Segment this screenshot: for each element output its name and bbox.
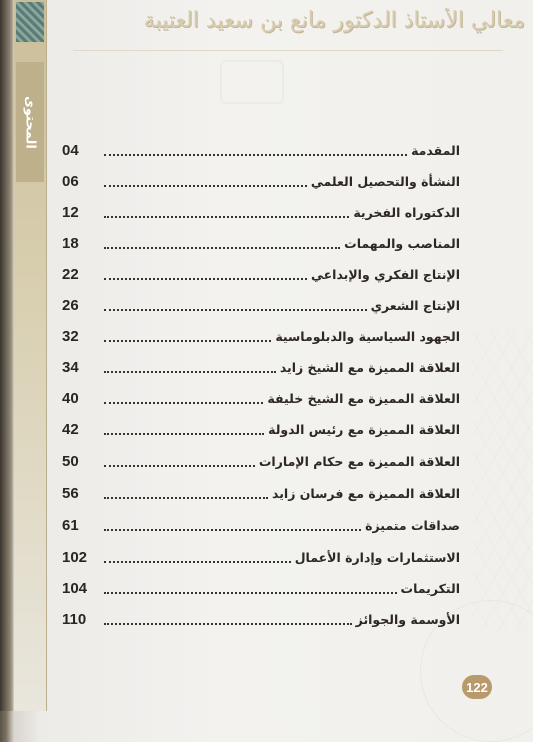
toc-title: المقدمة xyxy=(411,143,460,158)
toc-entry[interactable] xyxy=(62,322,460,346)
toc-title: الاستثمارات وإدارة الأعمال xyxy=(294,550,460,565)
toc-entry[interactable] xyxy=(62,511,460,535)
contents-side-tab-label: المحتوى xyxy=(22,95,38,149)
toc-entry[interactable] xyxy=(62,415,460,439)
toc-title: النشأة والتحصيل العلمي xyxy=(310,174,460,189)
toc-page-number: 110 xyxy=(62,611,87,628)
toc-leader-dots xyxy=(104,622,352,625)
toc-entry[interactable] xyxy=(62,260,460,284)
toc-page-number: 42 xyxy=(62,421,79,438)
toc-leader-dots xyxy=(104,432,264,435)
toc-entry[interactable] xyxy=(62,291,460,315)
toc-title: صداقات متميزة xyxy=(365,518,460,533)
toc-leader-dots xyxy=(104,246,340,249)
toc-title: الأوسمة والجوائز xyxy=(355,612,460,627)
toc-title: الإنتاج الشعري xyxy=(370,298,460,313)
toc-page-number: 102 xyxy=(62,549,88,566)
toc-entry[interactable] xyxy=(62,136,460,160)
toc-entry[interactable] xyxy=(62,605,460,629)
toc-title: العلاقة المميزة مع رئيس الدولة xyxy=(268,422,460,437)
toc-entry[interactable] xyxy=(62,543,460,567)
toc-title: التكريمات xyxy=(400,581,460,596)
toc-page-number: 26 xyxy=(62,297,79,314)
toc-leader-dots xyxy=(104,560,291,563)
toc-page-number: 22 xyxy=(62,266,79,283)
toc-page-number: 56 xyxy=(62,485,79,502)
toc-title: العلاقة المميزة مع حكام الإمارات xyxy=(258,454,460,469)
toc-entry[interactable] xyxy=(62,353,460,377)
toc-title: الدكتوراه الفخرية xyxy=(353,205,460,220)
toc-page-number: 04 xyxy=(62,142,79,159)
toc-entry[interactable] xyxy=(62,574,460,598)
toc-leader-dots xyxy=(104,184,307,187)
toc-title: العلاقة المميزة مع الشيخ زايد xyxy=(279,360,460,375)
toc-entry[interactable] xyxy=(62,479,460,503)
toc-page-number: 34 xyxy=(62,359,79,376)
toc-page-number: 40 xyxy=(62,390,79,407)
toc-leader-dots xyxy=(104,339,271,342)
toc-page-number: 50 xyxy=(62,453,79,470)
toc-entry[interactable] xyxy=(62,229,460,253)
toc-leader-dots xyxy=(104,401,263,404)
toc-leader-dots xyxy=(104,215,349,218)
toc-page-number: 32 xyxy=(62,328,79,345)
page-header-title: معالي الأستاذ الدكتور مانع بن سعيد العتيبة xyxy=(143,8,525,33)
toc-entry[interactable] xyxy=(62,198,460,222)
toc-title: الجهود السياسية والدبلوماسية xyxy=(275,329,460,344)
page-number-badge: 122 xyxy=(462,675,492,699)
toc-page-number: 12 xyxy=(62,204,79,221)
toc-title: الإنتاج الفكري والإبداعي xyxy=(310,267,460,282)
toc-leader-dots xyxy=(104,153,407,156)
toc-leader-dots xyxy=(104,308,367,311)
toc-title: العلاقة المميزة مع فرسان زايد xyxy=(272,486,460,501)
toc-page-number: 104 xyxy=(62,580,88,597)
toc-page-number: 06 xyxy=(62,173,79,190)
toc-entry[interactable] xyxy=(62,384,460,408)
toc-leader-dots xyxy=(104,370,276,373)
toc-entry[interactable] xyxy=(62,447,460,471)
toc-leader-dots xyxy=(104,464,255,467)
toc-leader-dots xyxy=(104,496,268,499)
toc-leader-dots xyxy=(104,591,397,594)
toc-title: العلاقة المميزة مع الشيخ خليفة xyxy=(267,391,460,406)
toc-title: المناصب والمهمات xyxy=(344,236,460,251)
toc-leader-dots xyxy=(104,528,361,531)
toc-page-number: 61 xyxy=(62,517,79,534)
toc-leader-dots xyxy=(104,277,307,280)
toc-entry[interactable] xyxy=(62,167,460,191)
toc-page-number: 18 xyxy=(62,235,79,252)
